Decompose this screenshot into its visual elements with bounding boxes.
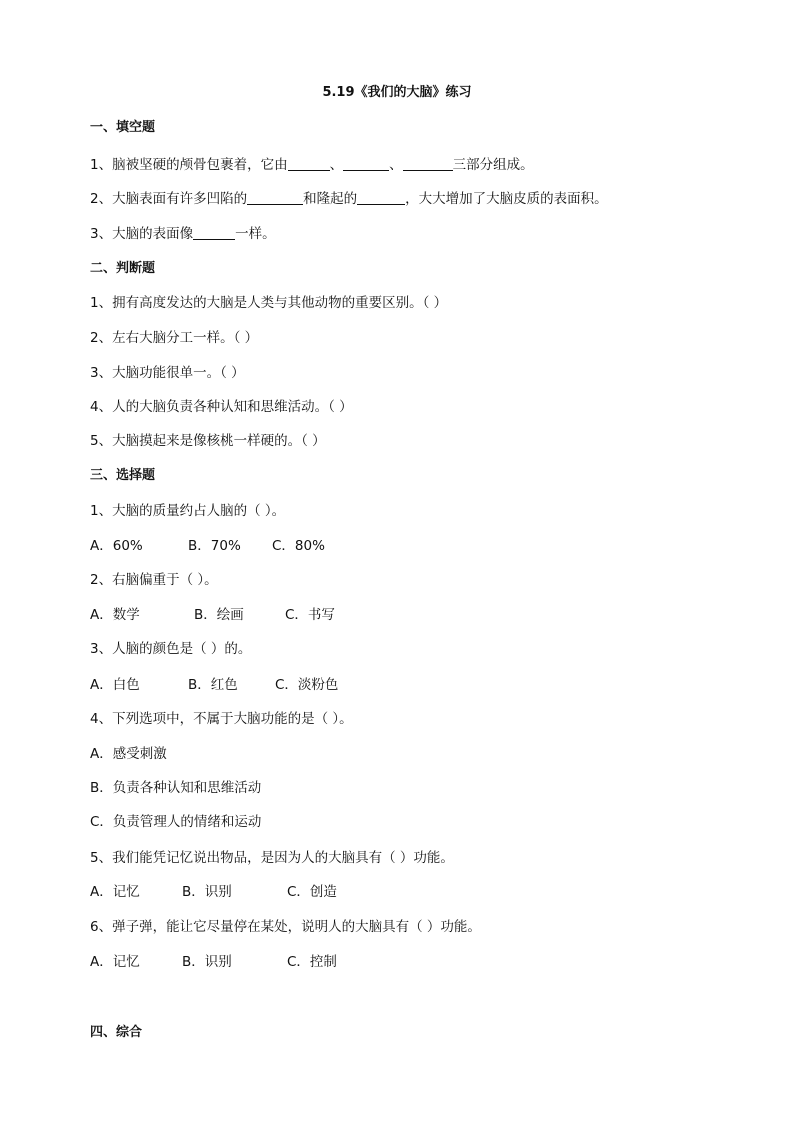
answer-blank[interactable] xyxy=(193,225,235,240)
answer-blank[interactable] xyxy=(357,190,405,205)
choice-option[interactable]: A．白色 xyxy=(90,677,140,693)
answer-blank[interactable] xyxy=(343,156,389,171)
choice-question-4: 4、下列选项中，不属于大脑功能的是（ ）。 xyxy=(90,711,353,727)
choice-option[interactable]: C．控制 xyxy=(287,954,337,970)
choice-question-6-options xyxy=(90,950,337,970)
choice-option[interactable]: B．70% xyxy=(188,538,241,554)
judge-question-5: 5、大脑摸起来是像核桃一样硬的。（ ） xyxy=(90,433,326,449)
fill-q3-text-b: 一样。 xyxy=(235,226,276,242)
fill-question-2 xyxy=(90,187,608,207)
choice-question-3-options xyxy=(90,673,338,693)
choice-option[interactable]: C．80% xyxy=(272,538,325,554)
choice-question-3: 3、人脑的颜色是（ ）的。 xyxy=(90,641,252,657)
fill-q1-text-a: 1、脑被坚硬的颅骨包裹着，它由 xyxy=(90,157,288,173)
section-choice-heading: 三、选择题 xyxy=(90,468,156,483)
choice-option[interactable]: B．识别 xyxy=(182,954,232,970)
choice-option[interactable]: A．60% xyxy=(90,538,143,554)
choice-question-2: 2、右脑偏重于（ ）。 xyxy=(90,572,218,588)
fill-question-1 xyxy=(90,153,534,173)
section-fill-blank-heading: 一、填空题 xyxy=(90,120,156,135)
choice-question-5: 5、我们能凭记忆说出物品，是因为人的大脑具有（ ）功能。 xyxy=(90,850,454,866)
worksheet-title: 5.19《我们的大脑》练习 xyxy=(322,85,472,100)
fill-q2-text-a: 2、大脑表面有许多凹陷的 xyxy=(90,191,248,207)
answer-blank[interactable] xyxy=(247,190,303,205)
section-true-false-heading: 二、判断题 xyxy=(90,261,156,276)
choice-question-1-options xyxy=(90,534,325,554)
fill-q2-text-c: ，大大增加了大脑皮质的表面积。 xyxy=(405,191,608,207)
choice-option[interactable]: B．识别 xyxy=(182,884,232,900)
choice-question-2-options xyxy=(90,603,335,623)
choice-option[interactable]: C．负责管理人的情绪和运动 xyxy=(90,814,262,830)
judge-question-4: 4、人的大脑负责各种认知和思维活动。（ ） xyxy=(90,399,353,415)
choice-option[interactable]: B．绘画 xyxy=(194,607,244,623)
judge-question-1: 1、拥有高度发达的大脑是人类与其他动物的重要区别。（ ） xyxy=(90,295,448,311)
choice-question-1: 1、大脑的质量约占人脑的（ ）。 xyxy=(90,503,286,519)
choice-option[interactable]: B．负责各种认知和思维活动 xyxy=(90,780,262,796)
fill-q3-text-a: 3、大脑的表面像 xyxy=(90,226,194,242)
answer-blank[interactable] xyxy=(403,156,453,171)
fill-q1-sep1: 、 xyxy=(329,157,344,173)
section-comprehensive-heading: 四、综合 xyxy=(90,1025,143,1040)
choice-option[interactable]: A．记忆 xyxy=(90,884,140,900)
choice-option[interactable]: B．红色 xyxy=(188,677,238,693)
judge-question-2: 2、左右大脑分工一样。（ ） xyxy=(90,330,259,346)
choice-option[interactable]: A．感受刺激 xyxy=(90,746,167,762)
fill-question-3 xyxy=(90,222,276,242)
fill-q1-text-b: 三部分组成。 xyxy=(452,157,534,173)
judge-question-3: 3、大脑功能很单一。（ ） xyxy=(90,365,245,381)
fill-q1-sep2: 、 xyxy=(389,157,403,173)
choice-option[interactable]: C．创造 xyxy=(287,884,337,900)
choice-question-6: 6、弹子弹，能让它尽量停在某处，说明人的大脑具有（ ）功能。 xyxy=(90,919,481,935)
choice-option[interactable]: A．数学 xyxy=(90,607,140,623)
choice-question-5-options xyxy=(90,880,337,900)
answer-blank[interactable] xyxy=(288,156,330,171)
choice-option[interactable]: C．书写 xyxy=(285,607,335,623)
choice-option[interactable]: C．淡粉色 xyxy=(275,677,339,693)
choice-option[interactable]: A．记忆 xyxy=(90,954,140,970)
fill-q2-text-b: 和隆起的 xyxy=(303,191,358,207)
